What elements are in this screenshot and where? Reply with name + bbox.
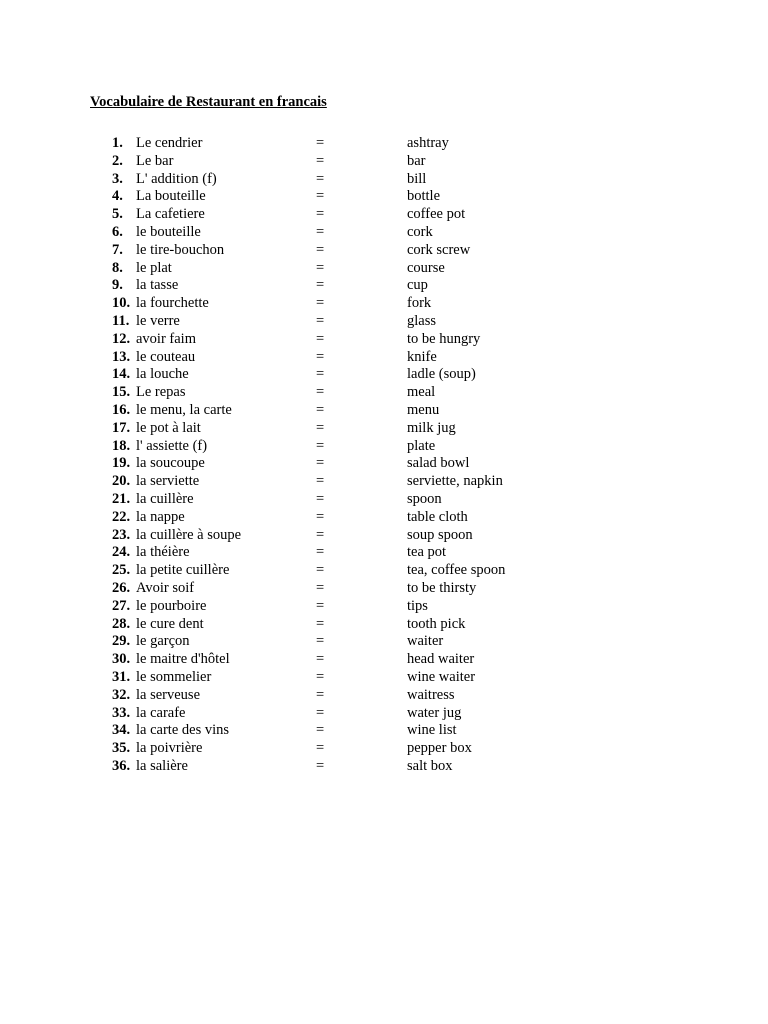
english-translation: head waiter xyxy=(407,651,475,668)
item-number: 20. xyxy=(112,473,131,490)
vocab-row xyxy=(0,402,768,420)
english-translation: tea, coffee spoon xyxy=(407,562,506,579)
vocab-row xyxy=(0,313,768,331)
french-term: la cuillère à soupe xyxy=(136,526,242,543)
vocab-row xyxy=(0,580,768,598)
equals-sign: = xyxy=(316,544,325,561)
vocab-row xyxy=(0,420,768,438)
french-term: le pot à lait xyxy=(136,419,201,436)
english-translation: bottle xyxy=(407,188,441,205)
french-term: Le cendrier xyxy=(136,135,203,151)
english-translation: cork xyxy=(407,223,433,240)
equals-sign: = xyxy=(316,651,325,668)
item-number: 22. xyxy=(112,508,131,525)
english-translation: bill xyxy=(407,170,427,187)
french-term: l' assiette (f) xyxy=(136,437,208,454)
french-term: la carte des vins xyxy=(136,722,230,739)
equals-sign: = xyxy=(316,686,325,703)
english-translation: tips xyxy=(407,597,428,614)
item-number: 32. xyxy=(112,686,131,703)
equals-sign: = xyxy=(316,366,325,383)
equals-sign: = xyxy=(316,241,325,258)
vocab-row xyxy=(0,260,768,278)
english-translation: serviette, napkin xyxy=(407,473,503,490)
english-translation: knife xyxy=(407,348,437,365)
vocab-row xyxy=(0,633,768,651)
equals-sign: = xyxy=(316,562,325,579)
equals-sign: = xyxy=(316,508,325,525)
equals-sign: = xyxy=(316,277,325,294)
equals-sign: = xyxy=(316,152,325,169)
english-translation: ashtray xyxy=(407,135,449,151)
french-term: la fourchette xyxy=(136,295,209,312)
vocab-row xyxy=(0,242,768,260)
item-number: 2. xyxy=(112,152,123,169)
vocab-row xyxy=(0,562,768,580)
french-term: la serviette xyxy=(136,473,200,490)
english-translation: cup xyxy=(407,277,428,294)
french-term: la salière xyxy=(136,757,188,774)
english-translation: meal xyxy=(407,384,436,401)
english-translation: menu xyxy=(407,401,440,418)
vocab-row xyxy=(0,188,768,206)
vocab-row xyxy=(0,544,768,562)
equals-sign: = xyxy=(316,704,325,721)
french-term: le maitre d'hôtel xyxy=(136,651,230,668)
item-number: 5. xyxy=(112,206,123,223)
french-term: Le bar xyxy=(136,152,174,169)
vocab-row xyxy=(0,153,768,171)
english-translation: ladle (soup) xyxy=(407,366,476,383)
vocab-row xyxy=(0,331,768,349)
equals-sign: = xyxy=(316,223,325,240)
french-term: la poivrière xyxy=(136,740,203,757)
vocab-row xyxy=(0,384,768,402)
french-term: le cure dent xyxy=(136,615,204,632)
french-term: le plat xyxy=(136,259,172,276)
vocab-row xyxy=(0,438,768,456)
vocab-row xyxy=(0,135,768,153)
equals-sign: = xyxy=(316,170,325,187)
french-term: la théière xyxy=(136,544,190,561)
item-number: 19. xyxy=(112,455,131,472)
english-translation: soup spoon xyxy=(407,526,473,543)
french-term: le sommelier xyxy=(136,668,212,685)
equals-sign: = xyxy=(316,135,325,151)
equals-sign: = xyxy=(316,526,325,543)
english-translation: waiter xyxy=(407,633,444,650)
equals-sign: = xyxy=(316,401,325,418)
vocab-row xyxy=(0,455,768,473)
french-term: le menu, la carte xyxy=(136,401,232,418)
equals-sign: = xyxy=(316,455,325,472)
english-translation: salt box xyxy=(407,757,453,774)
vocab-row xyxy=(0,722,768,740)
english-translation: tea pot xyxy=(407,544,447,561)
item-number: 3. xyxy=(112,170,123,187)
equals-sign: = xyxy=(316,348,325,365)
vocab-row xyxy=(0,491,768,509)
equals-sign: = xyxy=(316,615,325,632)
item-number: 33. xyxy=(112,704,131,721)
item-number: 27. xyxy=(112,597,131,614)
vocab-row xyxy=(0,527,768,545)
item-number: 7. xyxy=(112,241,123,258)
equals-sign: = xyxy=(316,722,325,739)
item-number: 35. xyxy=(112,740,131,757)
equals-sign: = xyxy=(316,437,325,454)
equals-sign: = xyxy=(316,668,325,685)
french-term: Le repas xyxy=(136,384,186,401)
equals-sign: = xyxy=(316,579,325,596)
french-term: la soucoupe xyxy=(136,455,205,472)
english-translation: wine list xyxy=(407,722,457,739)
vocab-row xyxy=(0,366,768,384)
equals-sign: = xyxy=(316,757,325,774)
equals-sign: = xyxy=(316,633,325,650)
equals-sign: = xyxy=(316,740,325,757)
equals-sign: = xyxy=(316,473,325,490)
french-term: le garçon xyxy=(136,633,190,650)
equals-sign: = xyxy=(316,419,325,436)
english-translation: glass xyxy=(407,312,436,329)
item-number: 21. xyxy=(112,490,131,507)
vocab-row xyxy=(0,740,768,758)
french-term: le bouteille xyxy=(136,223,201,240)
vocab-row xyxy=(0,669,768,687)
item-number: 25. xyxy=(112,562,131,579)
vocab-row xyxy=(0,509,768,527)
english-translation: salad bowl xyxy=(407,455,470,472)
english-translation: cork screw xyxy=(407,241,471,258)
equals-sign: = xyxy=(316,259,325,276)
equals-sign: = xyxy=(316,597,325,614)
english-translation: wine waiter xyxy=(407,668,476,685)
english-translation: course xyxy=(407,259,445,276)
equals-sign: = xyxy=(316,490,325,507)
item-number: 15. xyxy=(112,384,131,401)
vocab-row xyxy=(0,687,768,705)
equals-sign: = xyxy=(316,384,325,401)
french-term: la serveuse xyxy=(136,686,201,703)
vocab-row xyxy=(0,171,768,189)
french-term: le tire-bouchon xyxy=(136,241,225,258)
vocabulary-list xyxy=(0,135,768,776)
english-translation: to be hungry xyxy=(407,330,481,347)
equals-sign: = xyxy=(316,206,325,223)
french-term: la nappe xyxy=(136,508,185,525)
item-number: 13. xyxy=(112,348,131,365)
vocab-row xyxy=(0,206,768,224)
english-translation: table cloth xyxy=(407,508,468,525)
document-title: Vocabulaire de Restaurant en francais xyxy=(90,94,327,110)
item-number: 30. xyxy=(112,651,131,668)
vocab-row xyxy=(0,349,768,367)
item-number: 6. xyxy=(112,223,123,240)
item-number: 12. xyxy=(112,330,131,347)
item-number: 8. xyxy=(112,259,123,276)
english-translation: to be thirsty xyxy=(407,579,477,596)
item-number: 9. xyxy=(112,277,123,294)
french-term: avoir faim xyxy=(136,330,196,347)
vocab-row xyxy=(0,651,768,669)
vocab-row xyxy=(0,295,768,313)
english-translation: waitress xyxy=(407,686,455,703)
item-number: 17. xyxy=(112,419,131,436)
item-number: 29. xyxy=(112,633,131,650)
item-number: 11. xyxy=(112,312,130,329)
french-term: la louche xyxy=(136,366,189,383)
item-number: 4. xyxy=(112,188,123,205)
item-number: 34. xyxy=(112,722,131,739)
english-translation: water jug xyxy=(407,704,462,721)
item-number: 1. xyxy=(112,135,123,151)
vocab-row xyxy=(0,473,768,491)
item-number: 31. xyxy=(112,668,131,685)
item-number: 36. xyxy=(112,757,131,774)
vocab-row xyxy=(0,277,768,295)
vocab-row xyxy=(0,224,768,242)
vocab-row xyxy=(0,705,768,723)
english-translation: fork xyxy=(407,295,432,312)
item-number: 24. xyxy=(112,544,131,561)
english-translation: coffee pot xyxy=(407,206,466,223)
item-number: 10. xyxy=(112,295,131,312)
french-term: La bouteille xyxy=(136,188,206,205)
english-translation: spoon xyxy=(407,490,442,507)
french-term: la tasse xyxy=(136,277,179,294)
french-term: la cuillère xyxy=(136,490,194,507)
french-term: Avoir soif xyxy=(136,579,195,596)
equals-sign: = xyxy=(316,312,325,329)
french-term: la carafe xyxy=(136,704,186,721)
french-term: L' addition (f) xyxy=(136,170,217,187)
english-translation: tooth pick xyxy=(407,615,466,632)
item-number: 28. xyxy=(112,615,131,632)
french-term: la petite cuillère xyxy=(136,562,230,579)
item-number: 16. xyxy=(112,401,131,418)
item-number: 23. xyxy=(112,526,131,543)
item-number: 26. xyxy=(112,579,131,596)
french-term: le pourboire xyxy=(136,597,207,614)
item-number: 18. xyxy=(112,437,131,454)
french-term: La cafetiere xyxy=(136,206,205,223)
french-term: le couteau xyxy=(136,348,196,365)
english-translation: milk jug xyxy=(407,419,456,436)
french-term: le verre xyxy=(136,312,180,329)
equals-sign: = xyxy=(316,330,325,347)
vocab-row xyxy=(0,616,768,634)
english-translation: bar xyxy=(407,152,426,169)
vocab-row xyxy=(0,758,768,776)
equals-sign: = xyxy=(316,188,325,205)
vocab-row xyxy=(0,598,768,616)
english-translation: pepper box xyxy=(407,740,472,757)
item-number: 14. xyxy=(112,366,131,383)
equals-sign: = xyxy=(316,295,325,312)
english-translation: plate xyxy=(407,437,436,454)
